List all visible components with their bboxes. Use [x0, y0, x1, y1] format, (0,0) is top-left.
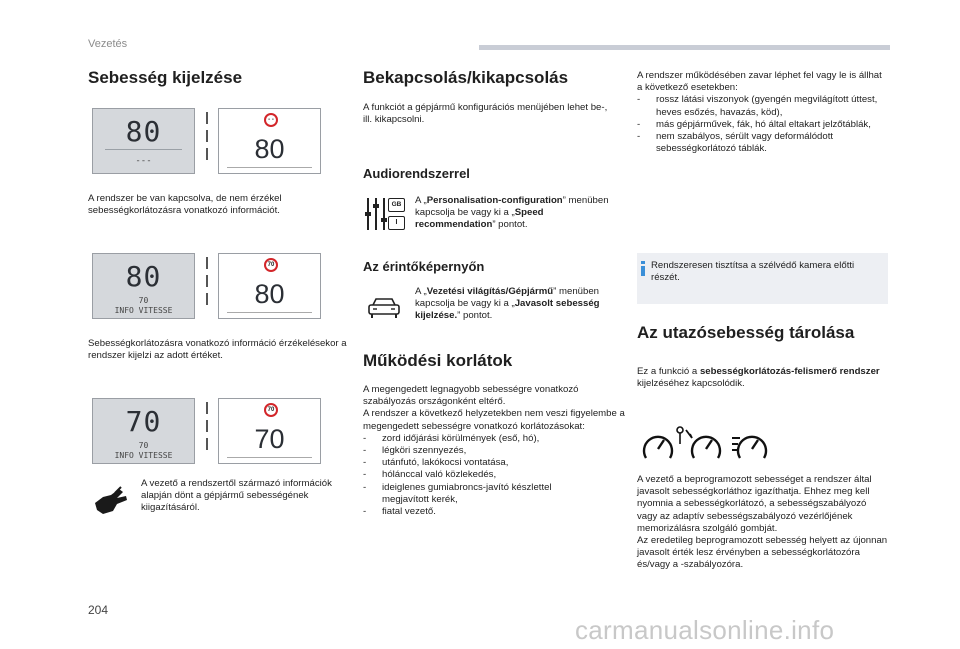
- display-sub-limit: 70: [138, 296, 149, 305]
- subtitle-audio: Audiorendszerrel: [363, 166, 470, 181]
- speed-limit-sign-icon: 70: [264, 403, 278, 417]
- sign-speed-value: 80: [254, 279, 285, 309]
- info-badge-i: I: [388, 216, 405, 230]
- list-item: - hólánccal való közlekedés,: [363, 469, 625, 481]
- watermark: carmanualsonline.info: [575, 615, 835, 645]
- sign-speed-value: 70: [254, 424, 285, 454]
- title-speed-display: Sebesség kijelzése: [88, 68, 243, 87]
- text-limits: [363, 384, 625, 518]
- display-info-label: INFO VITESSE: [114, 451, 173, 460]
- speed-limit-sign-icon: 70: [264, 258, 278, 272]
- malfunction-intro: A rendszer működésében zavar léphet fel vagy le is állhat a következő esetekben:: [637, 70, 882, 94]
- limits-paragraph-2: A rendszer a következő helyzetekben nem veszi figyelembe a megengedett sebességre vonatkozó korlátozásokat:: [363, 408, 625, 432]
- sign-underline: [227, 457, 312, 458]
- audio-pre: A „: [415, 195, 427, 206]
- memo-paragraph-1: A vezető a beprogramozott sebességet a rendszer által javasolt sebességkorláthoz igazíthatja. Ehhez meg kell nyomnia a sebességkorlátozó, a sebességszabályozó vagy az adaptív sebességszabályozó vezérlőjének memorizálásra szolgáló gombját.: [637, 474, 872, 534]
- limits-list: [363, 433, 625, 518]
- audio-menu-name: Personalisation-configuration: [426, 195, 563, 206]
- display-sub-value: ---: [135, 156, 152, 166]
- car-icon: [366, 296, 402, 320]
- display-main-value: 80: [125, 115, 162, 148]
- title-on-off: Bekapcsolás/kikapcsolás: [363, 68, 569, 87]
- sign-underline: [227, 167, 312, 168]
- sign-speed-value: 80: [254, 134, 285, 164]
- text-touch-instruction: [415, 286, 615, 323]
- list-item: - nem szabályos, sérült vagy deformálódott sebességkorlátozó táblák.: [637, 131, 889, 155]
- display-sub-limit: 70: [138, 441, 149, 450]
- speed-sign-display-1: [218, 108, 321, 174]
- info-icon: [641, 261, 645, 276]
- page-number: 204: [88, 603, 109, 617]
- audio-item-name: Speed recommendation: [415, 207, 544, 231]
- list-item: - utánfutó, lakókocsi vontatása,: [363, 457, 625, 469]
- text-malfunction: [637, 70, 889, 155]
- display-divider: [105, 149, 182, 150]
- panel-separator: [206, 402, 208, 458]
- touch-pre: A „: [415, 286, 427, 297]
- text-audio-instruction: [415, 195, 615, 232]
- memo-pre: Ez a funkció a: [637, 366, 700, 377]
- text-on-off-intro: A funkciót a gépjármű konfigurációs menüjében lehet be-, ill. kikapcsolni.: [363, 102, 608, 126]
- settings-sliders-icon: [364, 196, 404, 232]
- display-info-label: INFO VITESSE: [114, 306, 173, 315]
- malfunction-list: [637, 94, 889, 155]
- section-header-label: Vezetés: [88, 38, 128, 50]
- text-limit-detected: Sebességkorlátozásra vonatkozó információ érzékelésekor a rendszer kijelzi az adott értéket.: [88, 338, 347, 362]
- speed-sign-display-2: [218, 253, 321, 319]
- panel-separator: [206, 112, 208, 168]
- speed-sign-display-3: [218, 398, 321, 464]
- audio-post: ” pontot.: [492, 219, 528, 231]
- title-limits: Működési korlátok: [363, 351, 513, 370]
- driver-hand-icon: [93, 483, 129, 517]
- panel-separator: [206, 257, 208, 313]
- speed-memory-icons: [640, 424, 775, 464]
- title-speed-memo: Az utazósebesség tárolása: [637, 323, 855, 342]
- speed-limit-sign-icon: - -: [264, 113, 278, 127]
- memo-paragraph-2: Az eredetileg beprogramozott sebesség helyett az újonnan javasolt érték lesz érvényben a sebességkorlátozóra és/vagy a -szabályozóra.: [637, 535, 888, 571]
- list-item: - fiatal vezető.: [363, 506, 625, 518]
- note-text: Rendszeresen tisztítsa a szélvédő kamera előtti részét.: [651, 260, 855, 284]
- text-memo-body: [637, 474, 889, 572]
- sign-underline: [227, 312, 312, 313]
- touch-mid: ” menüben kapcsolja be vagy ki a „: [415, 286, 599, 310]
- list-item: - légköri szennyezés,: [363, 445, 625, 457]
- list-item: - ideiglenes gumiabroncs-javító készlettel megjavított kerék,: [363, 482, 592, 506]
- text-memo-intro: [637, 366, 889, 390]
- memo-bold: sebességkorlátozás-felismerő rendszer: [699, 366, 880, 377]
- list-item: - rossz látási viszonyok (gyengén megvilágított úttest, heves esőzés, havazás, köd),: [637, 94, 889, 118]
- text-driver-decides: A vezető a rendszertől származó információk alapján dönt a gépjármű sebességének kiigazításáról.: [141, 478, 332, 514]
- list-item: - zord időjárási körülmények (eső, hó),: [363, 433, 625, 445]
- language-badge-gb: GB: [388, 198, 405, 212]
- audio-mid: ” menüben kapcsolja be vagy ki a „: [415, 195, 609, 219]
- cluster-display-1: [92, 108, 195, 174]
- subtitle-touchscreen: Az érintőképernyőn: [363, 259, 485, 274]
- display-main-value: 70: [125, 405, 162, 438]
- cluster-display-2: [92, 253, 195, 319]
- memo-post: kijelzéséhez kapcsolódik.: [637, 378, 745, 390]
- section-header-bar: [479, 45, 890, 50]
- cluster-display-3: [92, 398, 195, 464]
- text-system-no-info: A rendszer be van kapcsolva, de nem érzékel sebességkorlátozásra vonatkozó információt.: [88, 193, 282, 217]
- touch-post: ” pontot.: [457, 310, 493, 322]
- display-main-value: 80: [125, 260, 162, 293]
- touch-item-name: Javasolt sebesség kijelzése.: [415, 298, 600, 322]
- note-box: [637, 253, 888, 304]
- list-item: - más gépjárművek, fák, hó által eltakart jelzőtáblák,: [637, 119, 889, 131]
- touch-menu-name: Vezetési világítás/Gépjármű: [426, 286, 554, 297]
- limits-paragraph-1: A megengedett legnagyobb sebességre vonatkozó szabályozás országonként eltérő.: [363, 384, 579, 408]
